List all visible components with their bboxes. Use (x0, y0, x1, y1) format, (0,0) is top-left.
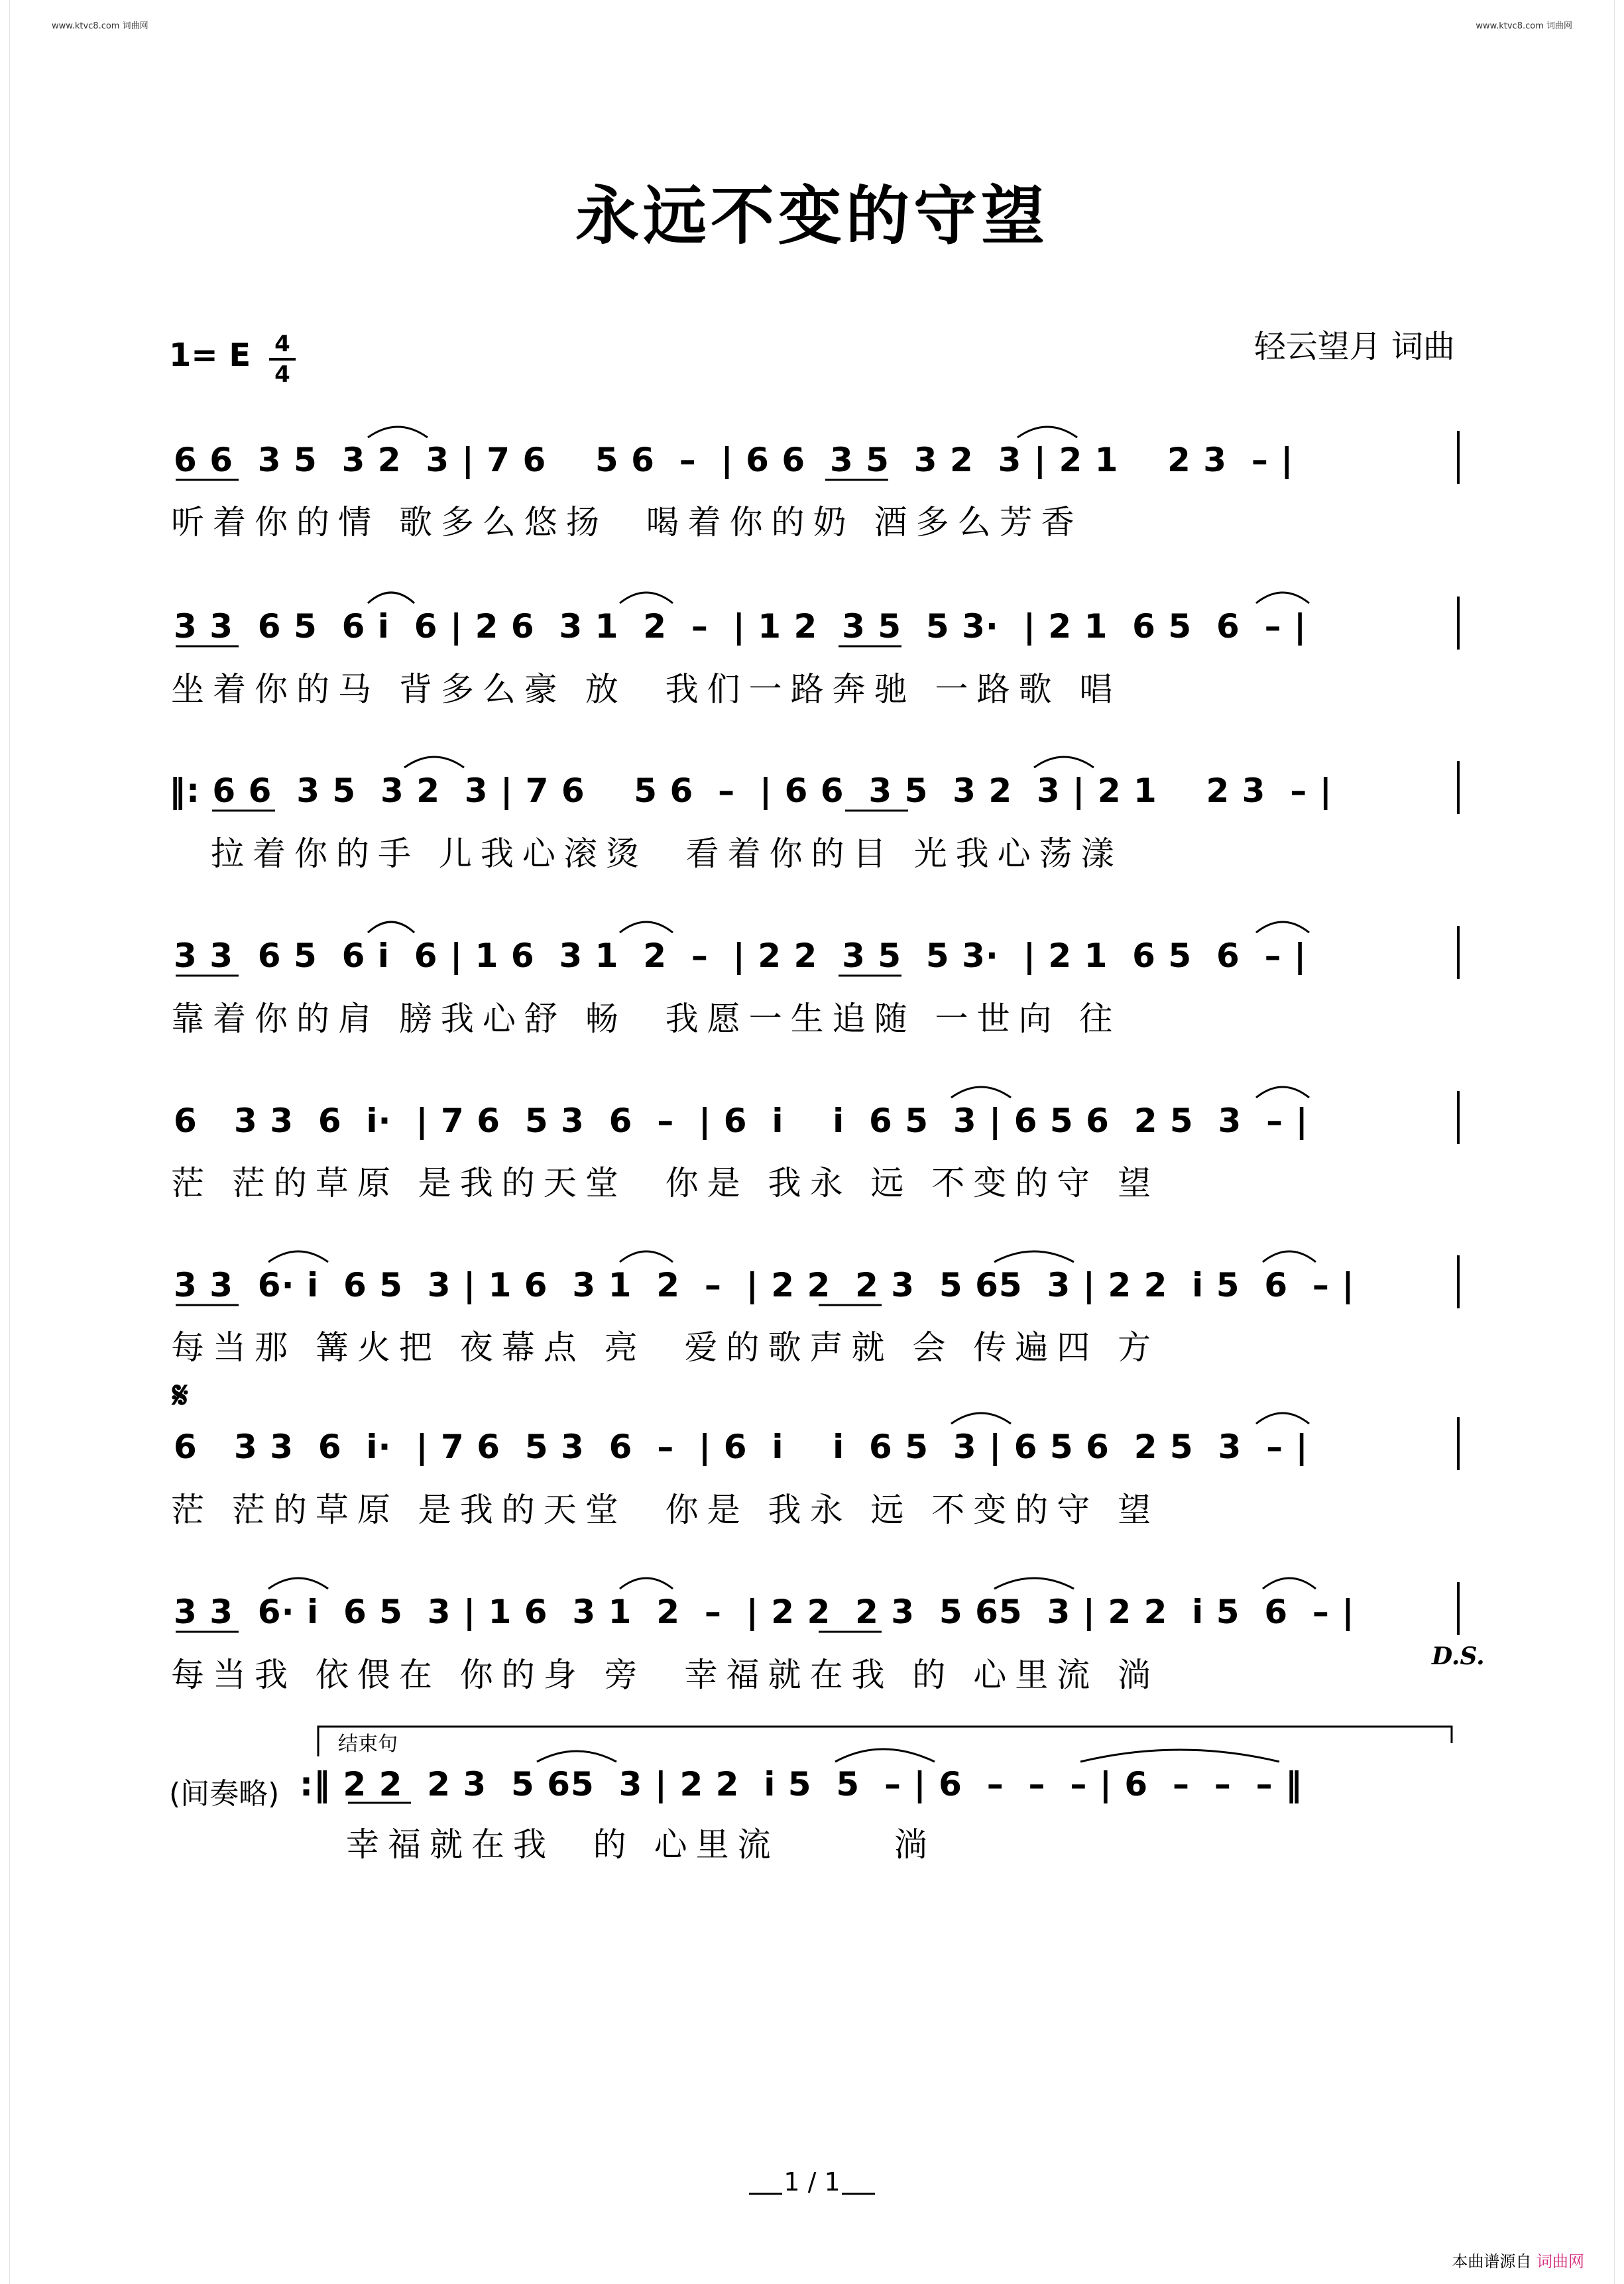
footer-source-text: 本曲谱源自 (1452, 2252, 1537, 2271)
song-title: 永远不变的守望 (575, 178, 1049, 253)
time-signature-bottom: 4 (274, 361, 290, 388)
notation-line-2: 3 3 6 5 6 i 6 | 2 6 3 1 2 – | 1 2 3 5 5 3· | 2 1 6 5 6 – | (174, 607, 1307, 646)
lyrics-line-3: 拉着你的手 儿我心滚烫 看着你的目 光我心荡漾 (211, 834, 1123, 873)
ending-lyrics: 幸福就在我 的 心里流 淌 (346, 1825, 937, 1864)
lyrics-line-8: 每当我 依偎在 你的身 旁 幸福就在我 的 心里流 淌 (171, 1656, 1160, 1694)
author-credit: 轻云望月 词曲 (1253, 328, 1455, 365)
interlude-note: (间奏略) (169, 1777, 280, 1811)
footer-source (1452, 2248, 1584, 2271)
notation-line-8: 3 3 6· i 6 5 3 | 1 6 3 1 2 – | 2 2 2 3 5 65 3 | 2 2 i 5 6 – | (174, 1593, 1355, 1631)
lyrics-line-4: 靠着你的肩 膀我心舒 畅 我愿一生追随 一世向 往 (171, 999, 1122, 1038)
lyrics-line-6: 每当那 篝火把 夜幕点 亮 爱的歌声就 会 传遍四 方 (171, 1328, 1160, 1367)
header-site-right: www.ktvc8.com 词曲网 (1476, 21, 1572, 31)
notation-line-4: 3 3 6 5 6 i 6 | 1 6 3 1 2 – | 2 2 3 5 5 3· | 2 1 6 5 6 – | (174, 937, 1307, 975)
footer-brand-link[interactable]: 词曲网 (1537, 2252, 1584, 2271)
header-site-left: www.ktvc8.com 词曲网 (52, 21, 148, 31)
lyrics-line-1: 听着你的情 歌多么悠扬 喝着你的奶 酒多么芳香 (171, 503, 1083, 542)
segno-sign: 𝄋 (172, 1373, 189, 1417)
key-signature: 1= E (169, 337, 251, 374)
ending-notation: :‖ 2 2 2 3 5 65 3 | 2 2 i 5 5 – | 6 – – – | 6 – – – ‖ (300, 1765, 1303, 1803)
lyrics-line-2: 坐着你的马 背多么豪 放 我们一路奔驰 一路歌 唱 (171, 670, 1122, 709)
notation-line-5: 6 3 3 6 i· | 7 6 5 3 6 – | 6 i i 6 5 3 | 6 5 6 2 5 3 – | (174, 1102, 1308, 1140)
notation-line-6: 3 3 6· i 6 5 3 | 1 6 3 1 2 – | 2 2 2 3 5 65 3 | 2 2 i 5 6 – | (174, 1266, 1355, 1304)
notation-line-3: ‖: 6 6 3 5 3 2 3 | 7 6 5 6 – | 6 6 3 5 3 2 3 | 2 1 2 3 – | (169, 771, 1332, 810)
ds-marking: D.S. (1432, 1642, 1485, 1670)
slurs (268, 427, 1316, 1762)
page-number: 1 / 1 (783, 2167, 841, 2197)
time-signature-top: 4 (274, 331, 290, 357)
ending-label: 结束句 (338, 1733, 398, 1756)
lyrics-line-7: 茫 茫的草原 是我的天堂 你是 我永 远 不变的守 望 (171, 1491, 1160, 1529)
ending-bracket (318, 1727, 1452, 1756)
lyrics-line-5: 茫 茫的草原 是我的天堂 你是 我永 远 不变的守 望 (171, 1164, 1160, 1202)
notation-line-7: 6 3 3 6 i· | 7 6 5 3 6 – | 6 i i 6 5 3 | 6 5 6 2 5 3 – | (174, 1428, 1308, 1466)
notation-line-1: 6 6 3 5 3 2 3 | 7 6 5 6 – | 6 6 3 5 3 2 3 | 2 1 2 3 – | (174, 441, 1294, 479)
beam-underlines (176, 480, 908, 1803)
